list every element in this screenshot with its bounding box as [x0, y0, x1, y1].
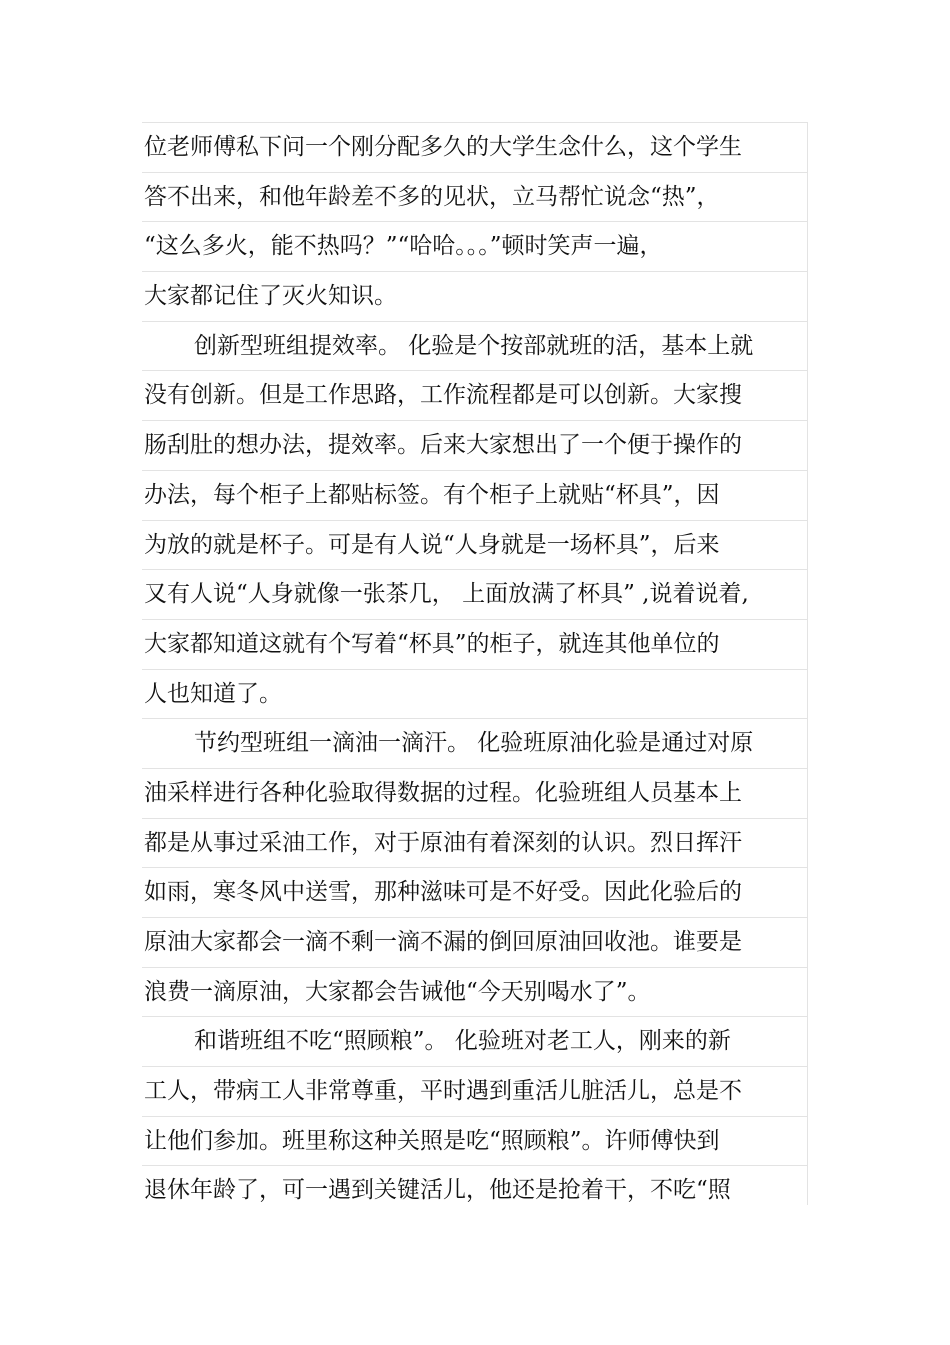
text-line-14 [142, 768, 808, 818]
line-text: 位老师傅私下问一个刚分配多久的大学生念什么，这个学生 [144, 134, 742, 160]
line-text: 油采样进行各种化验取得数据的过程。化验班组人员基本上 [144, 779, 742, 806]
text-line-18 [142, 967, 808, 1017]
line-text: 没有创新。但是工作思路，工作流程都是可以创新。大家搜 [144, 382, 742, 409]
paragraph-heading-saving [142, 718, 808, 768]
line-text: 退休年龄了，可一遇到关键活儿，他还是抢着干，不吃“照 [144, 1177, 731, 1204]
line-text: 节约型班组一滴油一滴汗。 化验班原油化验是通过对原 [194, 730, 754, 757]
text-line-4 [142, 271, 808, 321]
line-text: 和谐班组不吃“照顾粮”。 化验班对老工人，刚来的新 [194, 1028, 731, 1055]
body-text [142, 122, 808, 1205]
text-line-17 [142, 917, 808, 967]
line-text: “这么多火，能不热吗？”“哈哈。。。”顿时笑声一遍， [144, 233, 663, 260]
line-text: 都是从事过采油工作，对于原油有着深刻的认识。烈日挥汗 [144, 829, 742, 856]
text-line-10 [142, 569, 808, 619]
line-text: 答不出来，和他年龄差不多的见状，立马帮忙说念“热”， [144, 183, 720, 210]
paragraph-heading-innovation [142, 321, 808, 371]
text-line-2 [142, 172, 808, 222]
line-text: 又有人说“人身就像一张茶几， 上面放满了杯具” ,说着说着, [144, 581, 749, 608]
line-text: 为放的就是杯子。可是有人说“人身就是一场杯具”，后来 [144, 531, 720, 558]
line-text: 肠刮肚的想办法，提效率。后来大家想出了一个便于操作的 [144, 432, 742, 459]
text-line-20 [142, 1066, 808, 1116]
line-text: 原油大家都会一滴不剩一滴不漏的倒回原油回收池。谁要是 [144, 929, 742, 955]
line-text: 创新型班组提效率。 化验是个按部就班的活，基本上就 [194, 332, 754, 359]
text-line-8 [142, 470, 808, 520]
line-text: 大家都记住了灭火知识。 [144, 283, 397, 310]
line-text: 如雨，寒冬风中送雪，那种滋味可是不好受。因此化验后的 [144, 879, 742, 906]
line-text: 工人，带病工人非常尊重，平时遇到重活儿脏活儿，总是不 [144, 1078, 742, 1105]
text-line-6 [142, 370, 808, 420]
line-text: 大家都知道这就有个写着“杯具”的柜子，就连其他单位的 [144, 630, 720, 657]
line-text: 浪费一滴原油，大家都会告诫他“今天别喝水了”。 [144, 978, 651, 1005]
text-line-9 [142, 520, 808, 570]
text-line-1 [142, 122, 808, 172]
text-line-11 [142, 619, 808, 669]
text-line-16 [142, 867, 808, 917]
line-text: 人也知道了。 [144, 680, 282, 707]
text-line-12 [142, 669, 808, 719]
line-text: 让他们参加。班里称这种关照是吃“照顾粮”。许师傅快到 [144, 1127, 720, 1154]
text-line-21 [142, 1116, 808, 1166]
text-line-7 [142, 420, 808, 470]
line-text: 办法，每个柜子上都贴标签。有个柜子上就贴“杯具”，因 [144, 481, 720, 508]
text-line-15 [142, 818, 808, 868]
text-line-3 [142, 221, 808, 271]
paragraph-heading-harmony [142, 1016, 808, 1066]
text-line-22 [142, 1165, 808, 1205]
